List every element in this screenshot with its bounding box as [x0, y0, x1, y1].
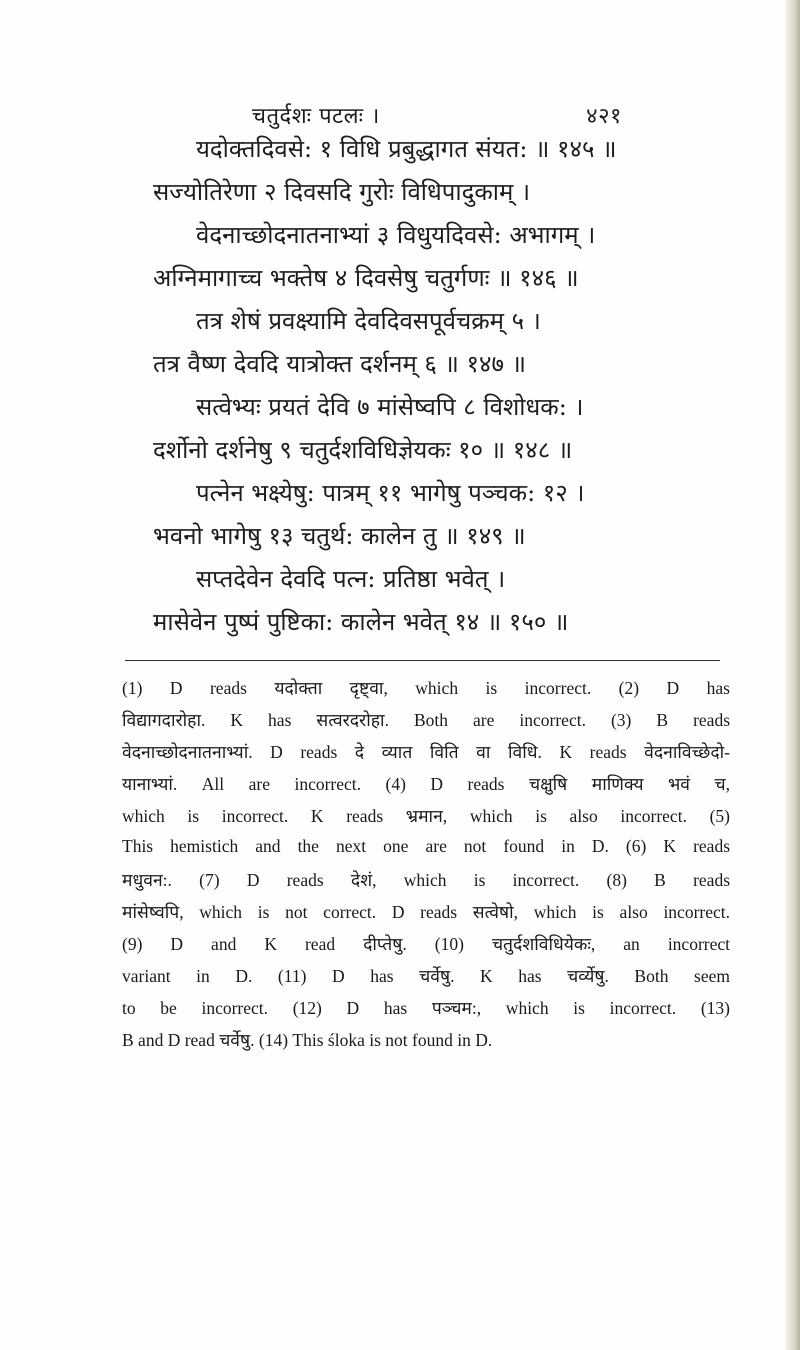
footnote-line: वेदनाच्छोदनातनाभ्यां. D reads दे व्यात विति वा विधि. K reads वेदनाविच्छेदो- [122, 742, 730, 762]
footnote-line: (1) D reads यदोक्ता दृष्ट्वा, which is incorrect. (2) D has [122, 678, 730, 698]
verse-line: सप्तदेवेन देवदि पत्न: प्रतिष्ठा भवेत् । [196, 565, 506, 593]
footnote-line: B and D read चर्वेषु. (14) This śloka is not found in D. [122, 1030, 493, 1050]
footnote-line: मधुवन:. (7) D reads देशं, which is incorrect. (8) B reads [122, 870, 730, 890]
verse-line: सज्योतिरेणा २ दिवसदि गुरोः विधिपादुकाम् । [153, 178, 531, 206]
verse-line: भवनो भागेषु १३ चतुर्थ: कालेन तु ॥ १४९ ॥ [153, 522, 526, 550]
footnote-line: यानाभ्यां. All are incorrect. (4) D reads चक्षुषि माणिक्य भवं च, [122, 774, 730, 794]
footnote-line: मांसेष्वपि, which is not correct. D reads सत्वेषो, which is also incorrect. [122, 902, 730, 922]
verse-line: यदोक्तदिवसे: १ विधि प्रबुद्धागत संयत: ॥ १४५ ॥ [196, 135, 617, 163]
verse-line: वेदनाच्छोदनातनाभ्यां ३ विधुयदिवसे: अभागम् । [196, 221, 596, 249]
page-edge-shadow [786, 0, 800, 1350]
verse-line: तत्र वैष्ण देवदि यात्रोक्त दर्शनम् ६ ॥ १४७ ॥ [153, 350, 526, 378]
verse-line: पत्नेन भक्ष्येषु: पात्रम् ११ भागेषु पञ्चक: १२ । [196, 479, 585, 507]
chapter-title: चतुर्दशः पटलः । [252, 104, 380, 129]
footnote-line: variant in D. (11) D has चर्वेषु. K has चर्व्येषु. Both seem [122, 966, 730, 986]
footnote-separator [125, 660, 720, 661]
footnote-line: विद्यागदारोहा. K has सत्वरदरोहा. Both are incorrect. (3) B reads [122, 710, 730, 730]
verse-line: सत्वेभ्यः प्रयतं देवि ७ मांसेष्वपि ८ विशोधक: । [196, 393, 584, 421]
verse-line: मासेवेन पुष्पं पुष्टिका: कालेन भवेत् १४ ॥ १५० ॥ [153, 608, 569, 636]
verse-line: दर्शोनो दर्शनेषु ९ चतुर्दशविधिज्ञेयकः १० ॥ १४८ ॥ [153, 436, 573, 464]
footnote-line: to be incorrect. (12) D has पञ्चम:, which is incorrect. (13) [122, 998, 730, 1018]
footnote-line: This hemistich and the next one are not found in D. (6) K reads [122, 836, 730, 856]
verse-line: तत्र शेषं प्रवक्ष्यामि देवदिवसपूर्वचक्रम् ५ । [196, 307, 541, 335]
footnote-line: (9) D and K read दीप्तेषु. (10) चतुर्दशविधियेकः, an incorrect [122, 934, 730, 954]
footnote-line: which is incorrect. K reads भ्रमान, which is also incorrect. (5) [122, 806, 730, 826]
page-number: ४२१ [586, 104, 622, 129]
verse-line: अग्निमागाच्च भक्तेष ४ दिवसेषु चतुर्गणः ॥ १४६ ॥ [153, 264, 579, 292]
